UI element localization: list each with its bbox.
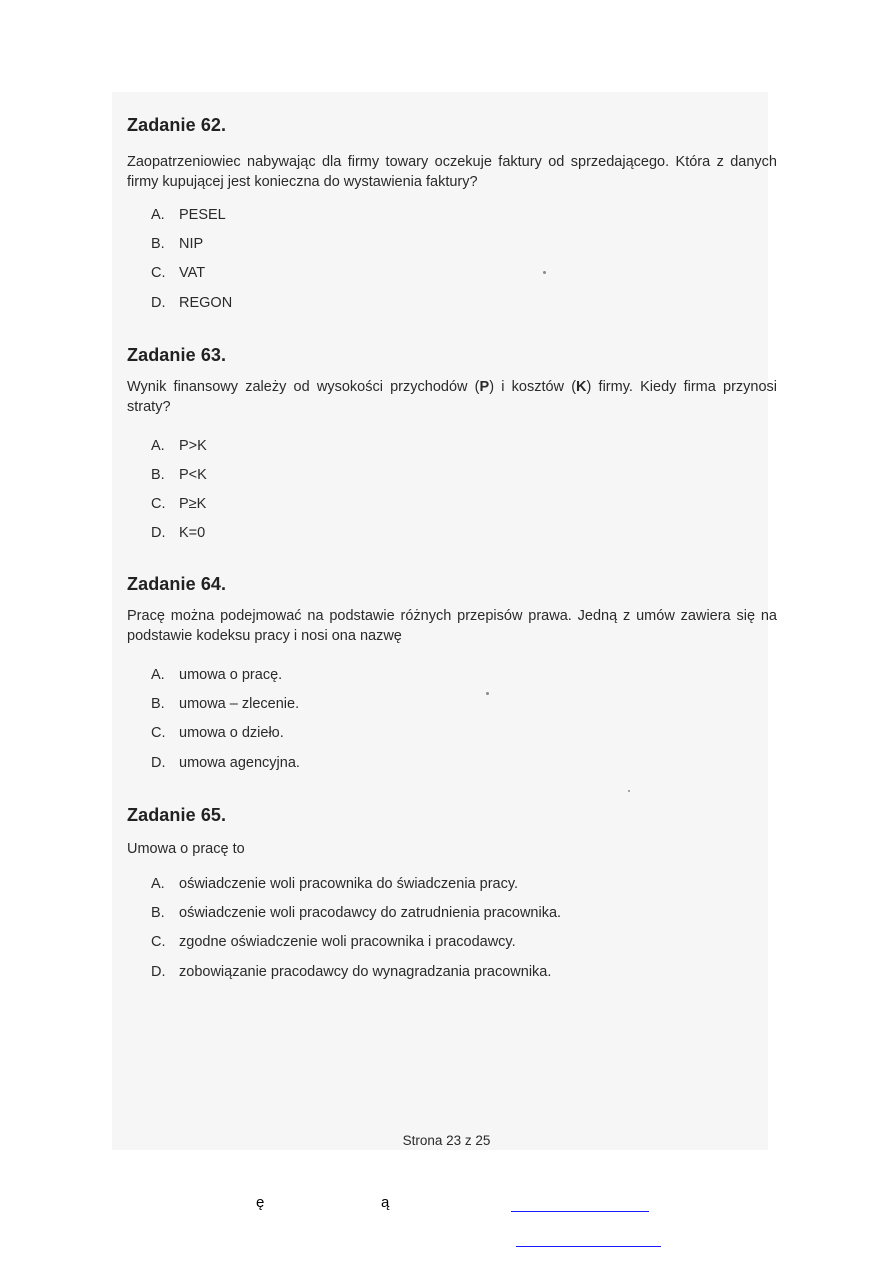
answer-option-d: D. K=0 (151, 525, 206, 541)
scan-speck (628, 790, 630, 792)
answer-option-a: A. PESEL (151, 207, 226, 223)
answer-option-b: B. P<K (151, 467, 207, 483)
task-65 (127, 805, 777, 980)
answer-option-b: B. NIP (151, 236, 204, 252)
answer-option-c: C. P≥K (151, 496, 207, 512)
answer-option-c: C. umowa o dzieło. (151, 725, 284, 741)
answer-option-a: A. umowa o pracę. (151, 667, 283, 683)
answer-option-d: D. REGON (151, 295, 233, 311)
hyperlink-underline[interactable] (516, 1246, 661, 1247)
task-question: Umowa o pracę to (127, 841, 245, 857)
answer-option-a: A. oświadczenie woli pracownika do świadczenia pracy. (151, 876, 519, 892)
task-title: Zadanie 62. (127, 115, 227, 135)
task-title: Zadanie 64. (127, 574, 227, 594)
text-fragment: ę (256, 1194, 265, 1211)
answer-option-d: D. zobowiązanie pracodawcy do wynagradzania pracownika. (151, 964, 552, 980)
answer-option-b: B. oświadczenie woli pracodawcy do zatrudnienia pracownika. (151, 905, 562, 921)
task-title: Zadanie 65. (127, 805, 227, 825)
task-63 (127, 345, 777, 541)
task-question: Zaopatrzeniowiec nabywając dla firmy towary oczekuje faktury od sprzedającego. Która z danych firmy kupującej jest konieczna do wystawienia faktury? (127, 154, 777, 190)
task-question: Wynik finansowy zależy od wysokości przychodów (P) i kosztów (K) firmy. Kiedy firma przynosi straty? (127, 379, 777, 415)
scan-speck (486, 692, 489, 695)
task-64 (127, 574, 777, 771)
answer-option-b: B. umowa – zlecenie. (151, 696, 300, 712)
hyperlink-underline[interactable] (511, 1211, 649, 1212)
task-title: Zadanie 63. (127, 345, 227, 365)
scan-speck (543, 271, 546, 274)
page-number: Strona 23 z 25 (402, 1133, 491, 1148)
answer-option-d: D. umowa agencyjna. (151, 755, 300, 771)
answer-option-c: C. VAT (151, 265, 206, 281)
task-question: Pracę można podejmować na podstawie różnych przepisów prawa. Jedną z umów zawiera się na podstawie kodeksu pracy i nosi ona nazwę (127, 608, 777, 644)
answer-option-a: A. P>K (151, 438, 207, 454)
task-62 (127, 115, 777, 311)
text-fragment: ą (381, 1194, 390, 1211)
answer-option-c: C. zgodne oświadczenie woli pracownika i pracodawcy. (151, 934, 516, 950)
